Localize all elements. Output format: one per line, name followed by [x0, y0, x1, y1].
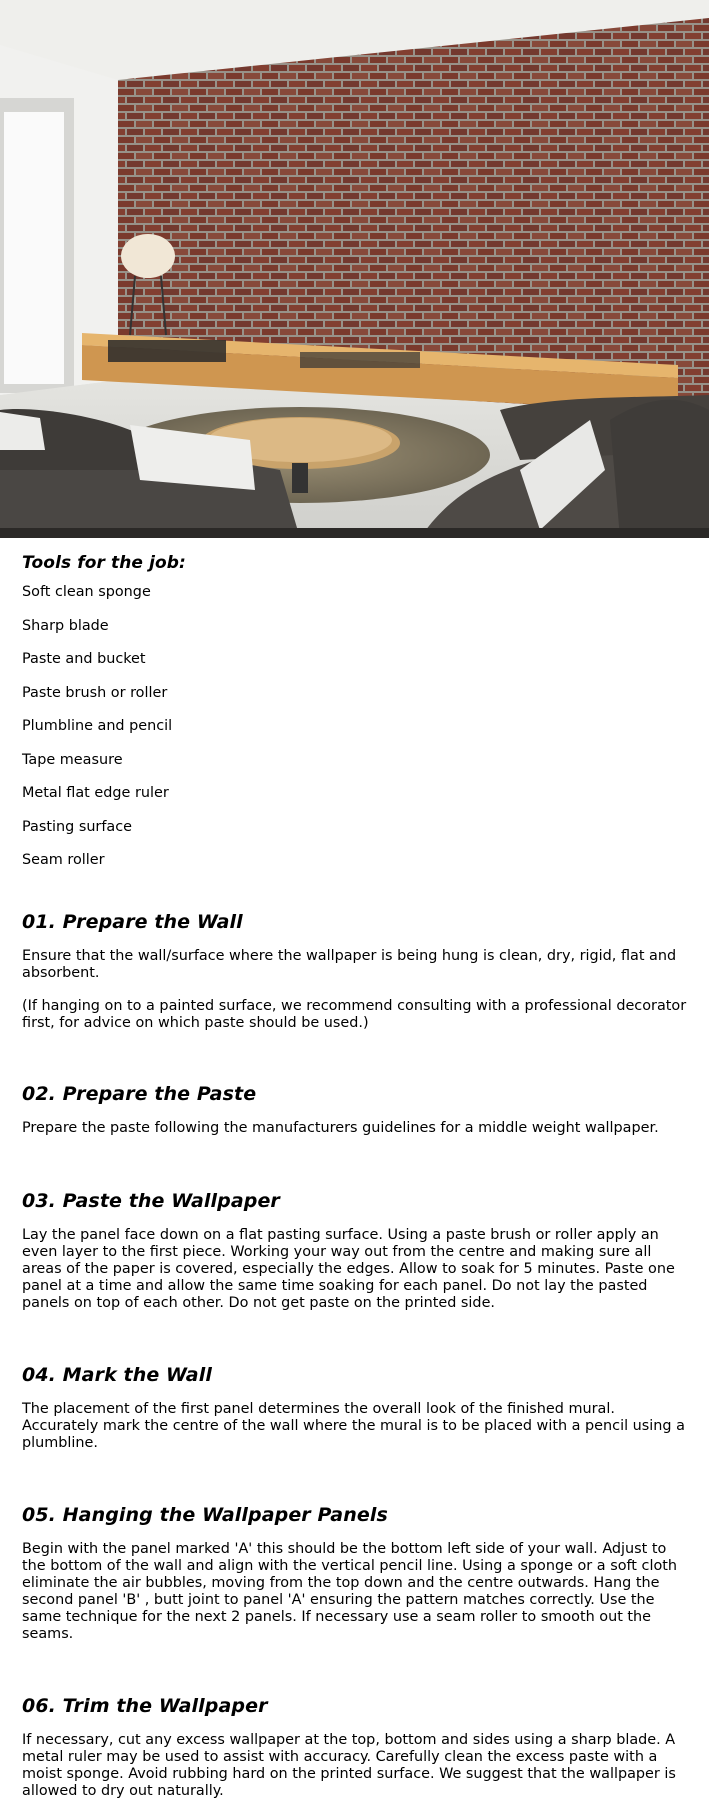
list-item: Paste brush or roller — [22, 684, 168, 701]
tools-list — [22, 584, 694, 869]
step-title: 05. Hanging the Wallpaper Panels — [22, 1504, 388, 1526]
step-title: 01. Prepare the Wall — [22, 911, 243, 933]
step-title: 03. Paste the Wallpaper — [22, 1190, 280, 1212]
step-text: Begin with the panel marked 'A' this should be the bottom left side of your wall. Adjust to the bottom of the wall and align with the vertical pencil line. Using a sponge or a soft cloth eliminate the air bubbles, moving from the top down and the centre outwards. Hang the second panel 'B' , butt joint to panel 'A' ensuring the pattern matches correctly. Use the same technique for the next 2 panels. If necessary use a seam roller to smooth out the seams. — [22, 1541, 678, 1642]
tools-title: Tools for the job: — [22, 553, 186, 573]
list-item: Paste and bucket — [22, 651, 146, 667]
lamp — [121, 234, 175, 278]
instructions — [22, 538, 694, 1800]
step-prepare-wall — [22, 910, 694, 1032]
list-item: Seam roller — [22, 852, 105, 868]
step-text: If necessary, cut any excess wallpaper at the top, bottom and sides using a sharp blade. A metal ruler may be used to assist with accuracy. Carefully clean the excess paste with a moist sponge. Avoid rubbing hard on the printed surface. We suggest that the wallpaper is allowed to dry out naturally. — [22, 1732, 676, 1799]
step-title: 06. Trim the Wallpaper — [22, 1695, 268, 1717]
list-item: Metal flat edge ruler — [22, 785, 169, 801]
step-mark-wall — [22, 1363, 694, 1452]
step-text: Prepare the paste following the manufacturers guidelines for a middle weight wallpaper. — [22, 1120, 659, 1136]
list-item: Sharp blade — [22, 617, 109, 634]
step-text: (If hanging on to a painted surface, we recommend consulting with a professional decorator first, for advice on which paste should be used.) — [22, 998, 687, 1031]
step-text: Lay the panel face down on a flat pasting surface. Using a paste brush or roller apply an even layer to the first piece. Working your way out from the centre and making sure all areas of the paper is covered, especially the edges. Allow to soak for 5 minutes. Paste one panel at a time and allow the same time soaking for each panel. Do not lay the pasted panels on top of each other. Do not get paste on the printed side. — [22, 1227, 675, 1311]
list-item: Pasting surface — [22, 818, 133, 835]
step-trim-wallpaper — [22, 1694, 694, 1800]
hero-image — [0, 0, 709, 538]
list-item: Soft clean sponge — [22, 584, 151, 600]
step-prepare-paste — [22, 1082, 694, 1137]
step-paste-wallpaper — [22, 1189, 694, 1312]
list-item: Plumbline and pencil — [22, 718, 173, 734]
step-title: 02. Prepare the Paste — [22, 1083, 257, 1105]
room-illustration — [0, 0, 709, 538]
step-text: Ensure that the wall/surface where the wallpaper is being hung is clean, dry, rigid, flat and absorbent. — [22, 948, 677, 981]
list-item: Tape measure — [22, 751, 123, 768]
step-title: 04. Mark the Wall — [22, 1364, 212, 1386]
step-text: The placement of the first panel determines the overall look of the finished mural. Accurately mark the centre of the wall where the mural is to be placed with a pencil using a plumbline. — [22, 1401, 685, 1451]
step-hanging-panels — [22, 1503, 694, 1643]
